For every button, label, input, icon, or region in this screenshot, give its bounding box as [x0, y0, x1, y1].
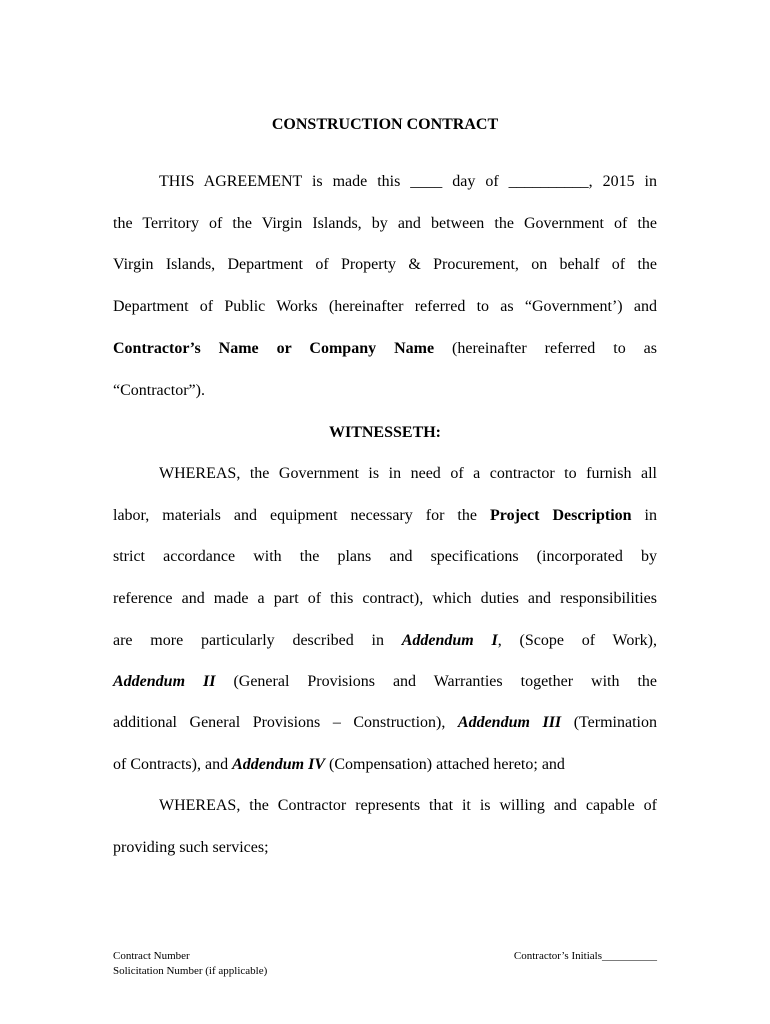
para1-line4: Department of Public Works (hereinafter referred to as “Government’) and — [113, 298, 657, 315]
footer-solicitation-number: Solicitation Number (if applicable) — [113, 965, 268, 977]
contractor-name-placeholder: Contractor’s Name or Company Name — [113, 340, 435, 357]
para1-line3: Virgin Islands, Department of Property & Procurement, on behalf of the — [113, 256, 657, 273]
addendum-4-ref: Addendum IV — [232, 756, 325, 773]
para2-line7 — [113, 713, 657, 733]
para2-line1: WHEREAS, the Government is in need of a contractor to furnish all — [159, 465, 657, 482]
para2-line5-b: , (Scope of Work), — [497, 632, 657, 649]
document-title: CONSTRUCTION CONTRACT — [271, 116, 499, 133]
para3-line2: providing such services; — [113, 839, 269, 856]
addendum-2-ref: Addendum II — [113, 673, 216, 690]
para2-line8-b: (Compensation) attached hereto; and — [325, 756, 565, 773]
para2-line2-b: in — [631, 507, 658, 524]
para2-line8-a: of Contracts), and — [113, 756, 233, 773]
para2-line6 — [113, 672, 657, 692]
para1-line1: THIS AGREEMENT is made this ____ day of __________, 2015 in — [159, 173, 657, 190]
para2-line3: strict accordance with the plans and specifications (incorporated by — [113, 548, 657, 565]
project-description-placeholder: Project Description — [489, 507, 632, 524]
para2-line5 — [113, 631, 657, 651]
addendum-1-ref: Addendum I — [401, 632, 498, 649]
para2-line7-a: additional General Provisions – Construction), — [113, 714, 458, 731]
para1-line2: the Territory of the Virgin Islands, by and between the Government of the — [113, 215, 657, 232]
para1-line5-rest: (hereinafter referred to as — [434, 340, 657, 357]
para3-line1: WHEREAS, the Contractor represents that it is willing and capable of — [159, 797, 657, 814]
footer-contractor-initials: Contractor’s Initials__________ — [513, 950, 657, 962]
para1-line6: “Contractor”). — [113, 382, 205, 399]
para2-line2-a: labor, materials and equipment necessary for the — [113, 507, 490, 524]
addendum-3-ref: Addendum III — [457, 714, 562, 731]
para2-line2 — [113, 506, 657, 526]
para2-line4: reference and made a part of this contract), which duties and responsibilities — [113, 590, 657, 607]
footer-contract-number: Contract Number — [113, 950, 190, 962]
para2-line6-b: (General Provisions and Warranties together with the — [215, 673, 657, 690]
para2-line8 — [113, 755, 657, 775]
para1-line5 — [113, 339, 657, 359]
para2-line5-a: are more particularly described in — [113, 632, 402, 649]
para2-line7-b: (Termination — [561, 714, 657, 731]
witnesseth-heading: WITNESSETH: — [328, 424, 442, 441]
